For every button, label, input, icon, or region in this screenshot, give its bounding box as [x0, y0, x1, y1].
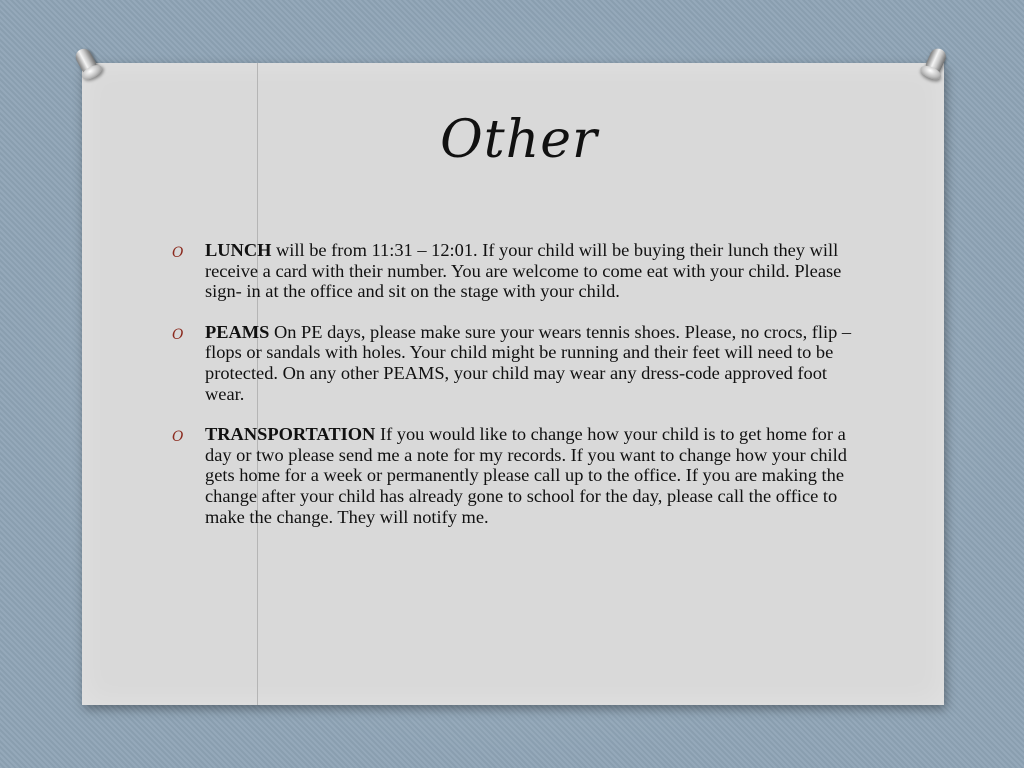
item-heading: LUNCH: [205, 240, 272, 260]
bullet-item-transportation: [172, 424, 855, 527]
item-text: will be from 11:31 – 12:01. If your child will be buying their lunch they will receive a card with their number. You are welcome to come eat with your child. Please sign- in at the office and sit on the stage with your child.: [205, 240, 842, 302]
item-text: If you would like to change how your child is to get home for a day or two please send me a note for my records. If you want to change how your child gets home for a week or permanently please call up to the office. If you are making the change after your child has already gone to school for the day, please call the office to make the change. They will notify me.: [205, 424, 847, 527]
bullet-item-lunch: [172, 240, 855, 302]
item-heading: TRANSPORTATION: [205, 424, 376, 445]
bullet-icon: O: [172, 245, 184, 261]
item-heading: PEAMS: [205, 321, 270, 342]
item-text: On PE days, please make sure your wears tennis shoes. Please, no crocs, flip – flops or sandals with holes. Your child might be running and their feet will need to be protected. On any other PEAMS, your child may wear any dress-code approved foot wear.: [205, 321, 852, 404]
bullet-list: [172, 240, 855, 547]
bullet-icon: O: [172, 429, 184, 446]
slide-title: Other: [440, 110, 598, 170]
bullet-item-peams: [172, 321, 855, 404]
bullet-icon: O: [172, 326, 184, 343]
